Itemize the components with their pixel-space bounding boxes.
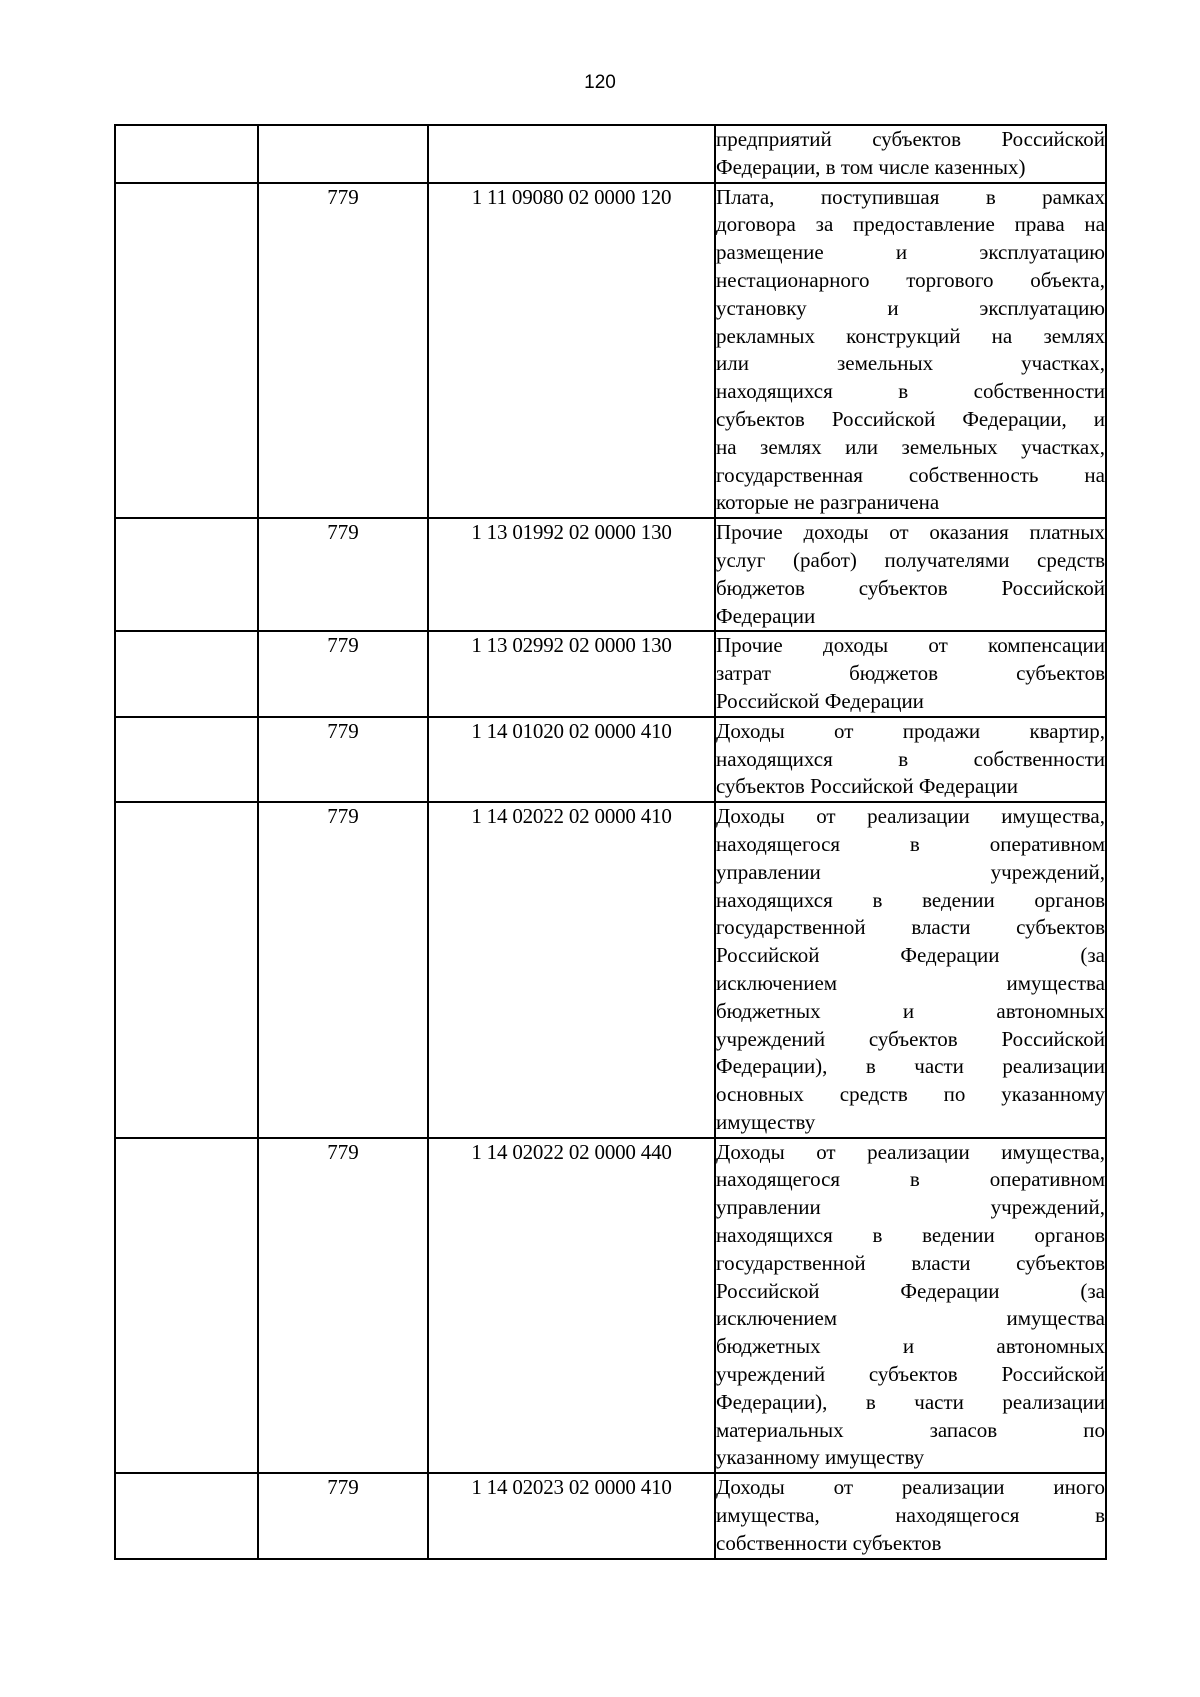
description-line: на землях или земельных участках, (716, 434, 1105, 459)
description-cell (715, 1473, 1106, 1558)
empty-cell (115, 802, 258, 1138)
revenue-code-cell (428, 125, 715, 183)
description-line: Российской Федерации (716, 688, 924, 713)
description-line: бюджетов субъектов Российской (716, 575, 1105, 600)
table-row (115, 125, 1106, 183)
revenue-code-cell: 1 11 09080 02 0000 120 (428, 183, 715, 519)
revenue-code-cell: 1 14 02023 02 0000 410 (428, 1473, 715, 1558)
description-line: бюджетных и автономных (716, 1334, 1105, 1359)
table-row (115, 518, 1106, 631)
description-line: находящихся в ведении органов (716, 1223, 1105, 1248)
description-line: Федерации), в части реализации (716, 1054, 1105, 1079)
administrator-code-cell: 779 (258, 518, 428, 631)
description-line: управлении учреждений, (716, 859, 1105, 884)
description-line: Федерации (716, 603, 816, 628)
description-line: нестационарного торгового объекта, (716, 267, 1105, 292)
description-line: указанному имуществу (716, 1445, 925, 1470)
description-line: договора за предоставление права на (716, 212, 1105, 237)
empty-cell (115, 1473, 258, 1558)
description-line: управлении учреждений, (716, 1195, 1105, 1220)
table-row (115, 1473, 1106, 1558)
administrator-code-cell: 779 (258, 1473, 428, 1558)
description-cell (715, 1138, 1106, 1474)
description-line: исключением имущества (716, 970, 1105, 995)
description-line: материальных запасов по (716, 1417, 1105, 1442)
table-row (115, 802, 1106, 1138)
description-line: Доходы от реализации имущества, (716, 1139, 1105, 1164)
description-line: установку и эксплуатацию (716, 295, 1105, 320)
empty-cell (115, 631, 258, 716)
description-line: учреждений субъектов Российской (716, 1362, 1105, 1387)
description-line: находящихся в собственности (716, 379, 1105, 404)
description-line: субъектов Российской Федерации, и (716, 406, 1105, 431)
description-line: Российской Федерации (за (716, 1278, 1105, 1303)
empty-cell (115, 125, 258, 183)
page-number: 120 (584, 72, 616, 93)
table-row (115, 183, 1106, 519)
description-line: находящихся в собственности (716, 746, 1105, 771)
description-line: имущества, находящегося в (716, 1503, 1105, 1528)
revenue-codes-table (114, 124, 1107, 1560)
revenue-code-cell: 1 14 02022 02 0000 410 (428, 802, 715, 1138)
description-cell (715, 802, 1106, 1138)
description-line: услуг (работ) получателями средств (716, 547, 1105, 572)
description-line: исключением имущества (716, 1306, 1105, 1331)
description-line: субъектов Российской Федерации (716, 774, 1019, 799)
description-line: которые не разграничена (716, 490, 940, 515)
description-line: имуществу (716, 1109, 816, 1134)
description-line: бюджетных и автономных (716, 998, 1105, 1023)
table-row (115, 717, 1106, 802)
description-line: Доходы от реализации иного (716, 1475, 1105, 1500)
administrator-code-cell: 779 (258, 631, 428, 716)
administrator-code-cell (258, 125, 428, 183)
description-line: предприятий субъектов Российской (716, 127, 1105, 151)
administrator-code-cell: 779 (258, 183, 428, 519)
table-row (115, 631, 1106, 716)
description-line: затрат бюджетов субъектов (716, 661, 1105, 686)
description-line: учреждений субъектов Российской (716, 1026, 1105, 1051)
administrator-code-cell: 779 (258, 802, 428, 1138)
description-line: Федерации, в том числе казенных) (716, 154, 1026, 179)
description-line: рекламных конструкций на землях (716, 323, 1105, 348)
empty-cell (115, 183, 258, 519)
administrator-code-cell: 779 (258, 1138, 428, 1474)
administrator-code-cell: 779 (258, 717, 428, 802)
empty-cell (115, 1138, 258, 1474)
description-line: Доходы от реализации имущества, (716, 804, 1105, 829)
description-line: Прочие доходы от компенсации (716, 633, 1105, 658)
description-cell (715, 125, 1106, 183)
description-line: Федерации), в части реализации (716, 1389, 1105, 1414)
revenue-code-cell: 1 13 01992 02 0000 130 (428, 518, 715, 631)
description-line: Прочие доходы от оказания платных (716, 520, 1105, 545)
description-line: Российской Федерации (за (716, 943, 1105, 968)
empty-cell (115, 518, 258, 631)
description-line: находящегося в оперативном (716, 1167, 1105, 1192)
description-cell (715, 631, 1106, 716)
revenue-code-cell: 1 14 02022 02 0000 440 (428, 1138, 715, 1474)
revenue-code-cell: 1 13 02992 02 0000 130 (428, 631, 715, 716)
description-cell (715, 183, 1106, 519)
description-cell (715, 717, 1106, 802)
description-line: находящегося в оперативном (716, 831, 1105, 856)
description-line: Плата, поступившая в рамках (716, 184, 1105, 209)
table-row (115, 1138, 1106, 1474)
description-cell (715, 518, 1106, 631)
description-line: государственной власти субъектов (716, 1250, 1105, 1275)
description-line: собственности субъектов (716, 1530, 942, 1555)
description-line: или земельных участках, (716, 351, 1105, 376)
empty-cell (115, 717, 258, 802)
description-line: государственной власти субъектов (716, 915, 1105, 940)
description-line: основных средств по указанному (716, 1082, 1105, 1107)
description-line: размещение и эксплуатацию (716, 240, 1105, 265)
description-line: государственная собственность на (716, 462, 1105, 487)
revenue-code-cell: 1 14 01020 02 0000 410 (428, 717, 715, 802)
description-line: находящихся в ведении органов (716, 887, 1105, 912)
description-line: Доходы от продажи квартир, (716, 718, 1105, 743)
